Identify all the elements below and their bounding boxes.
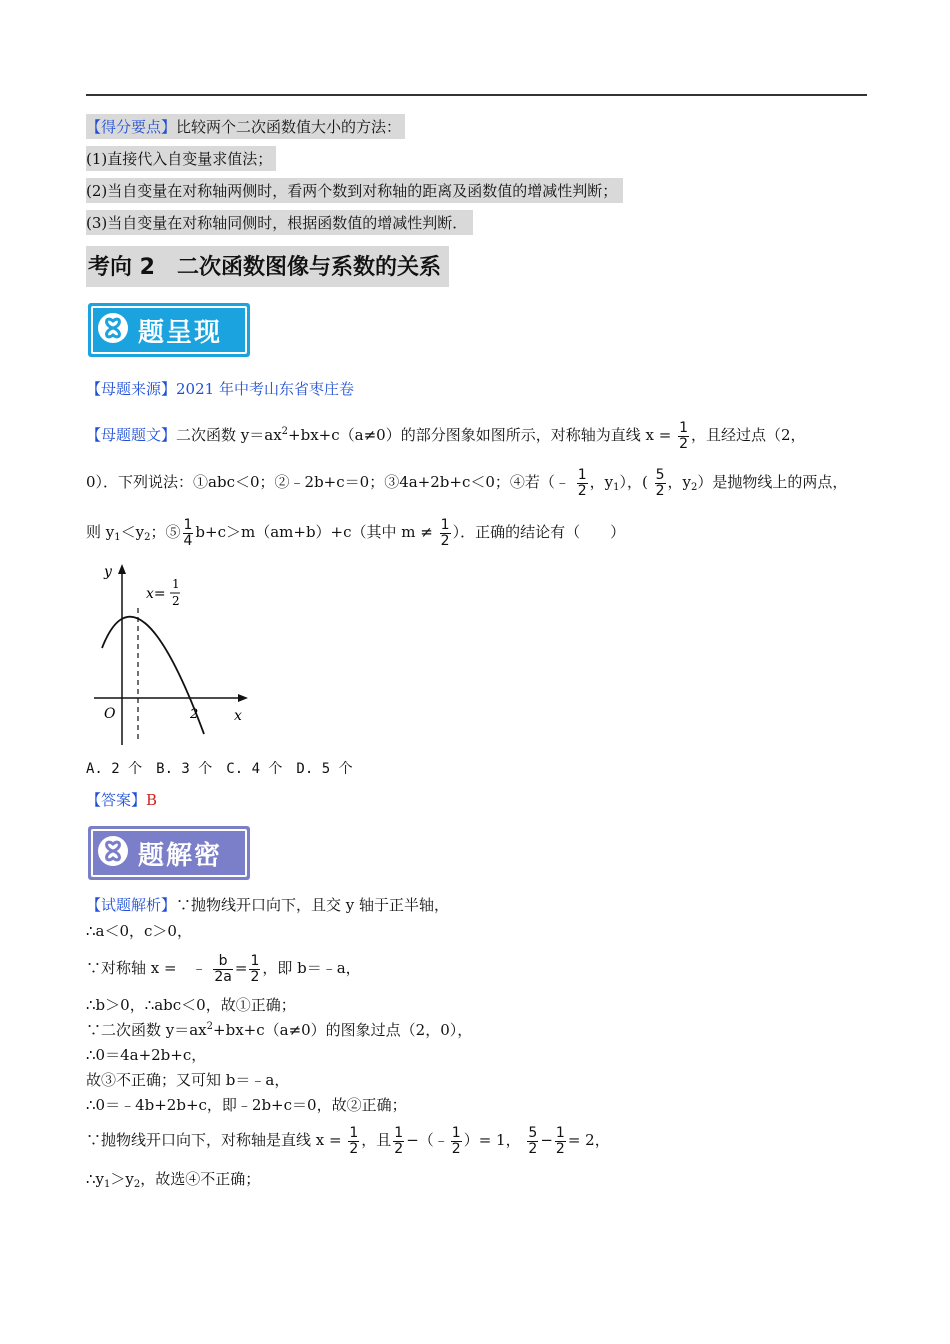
source-line xyxy=(86,378,354,399)
solution-text: − xyxy=(540,1131,553,1149)
fraction-half: $\frac{1}{2}$ xyxy=(349,1124,359,1157)
fraction-half: $\frac{1}{2}$ xyxy=(555,1124,565,1157)
source-tag: 【母题来源】 xyxy=(86,380,177,398)
question-text: ，y xyxy=(589,473,614,491)
solution-text: ∵抛物线开口向下，且交 y 轴于正半轴， xyxy=(176,896,450,914)
solution-line: 故③不正确；又可知 b＝﹣a， xyxy=(86,1071,290,1089)
header-rule xyxy=(86,94,867,96)
solution-line: ∴0＝4a+2b+c， xyxy=(86,1046,207,1064)
question-text: ），( xyxy=(619,473,648,491)
question-text: 0）．下列说法：①abc＜0；②﹣2b+c＝0；③4a+2b+c＜0；④若（﹣ xyxy=(86,473,570,491)
solution-text: ∴y xyxy=(86,1170,105,1188)
solution-text: ，即 b＝﹣a， xyxy=(262,959,361,977)
fraction-half: $\frac{1}{2}$ xyxy=(440,516,450,549)
x-axis-label: x xyxy=(234,708,242,724)
question-line-2 xyxy=(86,462,847,502)
source-text: 2021 年中考山东省枣庄卷 xyxy=(176,380,354,398)
symmetry-num: 1 xyxy=(172,577,180,591)
question-text: ，y xyxy=(667,473,692,491)
tips-intro: 比较两个二次函数值大小的方法： xyxy=(176,118,402,136)
solution-text: ∵二次函数 y＝ax xyxy=(86,1021,207,1039)
parabola-graph xyxy=(90,560,260,750)
solution-text: +bx+c（a≠0）的图象过点（2，0）， xyxy=(213,1021,473,1039)
y-axis-label: y xyxy=(104,564,112,580)
solution-text: = xyxy=(234,959,248,977)
x-axis-arrow xyxy=(238,694,248,702)
solution-text: = 2， xyxy=(567,1131,610,1149)
question-tag: 【母题题文】 xyxy=(86,426,177,444)
question-text: ）是抛物线上的两点， xyxy=(697,473,848,491)
question-text: 则 y xyxy=(86,523,115,541)
y-axis-arrow xyxy=(118,564,126,574)
fraction-five-halves: $\frac{5}{2}$ xyxy=(655,466,665,499)
infinity-icon xyxy=(98,313,128,343)
tips-item: (3)当自变量在对称轴同侧时，根据函数值的增减性判断． xyxy=(86,210,473,235)
fraction-half: $\frac{1}{2}$ xyxy=(679,419,688,452)
x-intercept-label: 2 xyxy=(190,707,199,722)
solution-banner xyxy=(88,826,250,880)
question-text: +bx+c（a≠0）的部分图象如图所示，对称轴为直线 x = xyxy=(288,426,672,444)
subscript: 1 xyxy=(114,532,121,543)
question-banner xyxy=(88,303,250,357)
answer-choices: A. 2 个 B. 3 个 C. 4 个 D. 5 个 xyxy=(86,761,353,777)
subscript: 2 xyxy=(144,532,151,543)
question-text: 二次函数 y＝ax xyxy=(176,426,282,444)
subscript: 1 xyxy=(613,482,620,493)
symmetry-den: 2 xyxy=(172,594,180,608)
question-line-1 xyxy=(86,412,806,452)
solution-tag: 【试题解析】 xyxy=(86,896,177,914)
question-text: ＜y xyxy=(120,523,145,541)
solution-line-1 xyxy=(86,894,449,915)
question-line-3 xyxy=(86,512,625,552)
solution-text: ＞y xyxy=(110,1170,134,1188)
solution-line: ∴a＜0，c＞0， xyxy=(86,922,192,940)
subscript: 2 xyxy=(133,1179,141,1190)
fraction-b-over-2a: $\frac{b}{2a}$ xyxy=(214,952,232,985)
tips-tag: 【得分要点】 xyxy=(86,118,177,136)
question-text: ，且经过点（2， xyxy=(690,426,806,444)
fraction-quarter: $\frac{1}{4}$ xyxy=(183,516,193,549)
solution-text: ，故选④不正确； xyxy=(140,1170,261,1188)
parabola-curve xyxy=(102,617,204,734)
solution-line-5 xyxy=(86,1019,472,1040)
answer-tag: 【答案】 xyxy=(86,791,147,809)
answer-value: B xyxy=(146,791,158,809)
symmetry-label: x= xyxy=(146,586,166,602)
question-text: ）．正确的结论有（ ） xyxy=(452,523,626,541)
fraction-half: $\frac{1}{2}$ xyxy=(451,1124,461,1157)
tips-heading xyxy=(86,114,405,139)
infinity-icon xyxy=(98,836,128,866)
answer-line xyxy=(86,789,157,810)
section-title: 考向 2 二次函数图像与系数的关系 xyxy=(86,246,449,287)
fraction-half: $\frac{1}{2}$ xyxy=(250,952,260,985)
solution-text: ）= 1， xyxy=(463,1131,521,1149)
tips-item: (2)当自变量在对称轴两侧时，看两个数到对称轴的距离及函数值的增减性判断； xyxy=(86,178,623,203)
question-text: ；⑤ xyxy=(150,523,181,541)
fraction-five-halves: $\frac{5}{2}$ xyxy=(528,1124,538,1157)
subscript: 1 xyxy=(104,1179,111,1190)
solution-line: ∴0＝﹣4b+2b+c，即﹣2b+c＝0，故②正确； xyxy=(86,1096,407,1114)
banner-title: 题呈现 xyxy=(138,318,223,348)
solution-text: ∵对称轴 x = ﹣ xyxy=(86,959,207,977)
question-text: b+c＞m（am+b）+c（其中 m ≠ xyxy=(195,523,433,541)
exponent: 2 xyxy=(281,426,289,437)
solution-line-10 xyxy=(86,1168,260,1190)
tips-item: (1)直接代入自变量求值法； xyxy=(86,146,276,171)
solution-line-9 xyxy=(86,1118,610,1162)
solution-line-3 xyxy=(86,946,361,990)
solution-text: ∵抛物线开口向下，对称轴是直线 x = xyxy=(86,1131,342,1149)
exponent: 2 xyxy=(206,1021,214,1032)
solution-text: ，且 xyxy=(361,1131,392,1149)
solution-line: ∴b＞0，∴abc＜0，故①正确； xyxy=(86,996,296,1014)
fraction-half: $\frac{1}{2}$ xyxy=(577,466,587,499)
banner-title: 题解密 xyxy=(138,841,223,871)
fraction-half: $\frac{1}{2}$ xyxy=(394,1124,404,1157)
origin-label: O xyxy=(104,706,116,722)
solution-text: −（﹣ xyxy=(406,1131,449,1149)
subscript: 2 xyxy=(691,482,698,493)
